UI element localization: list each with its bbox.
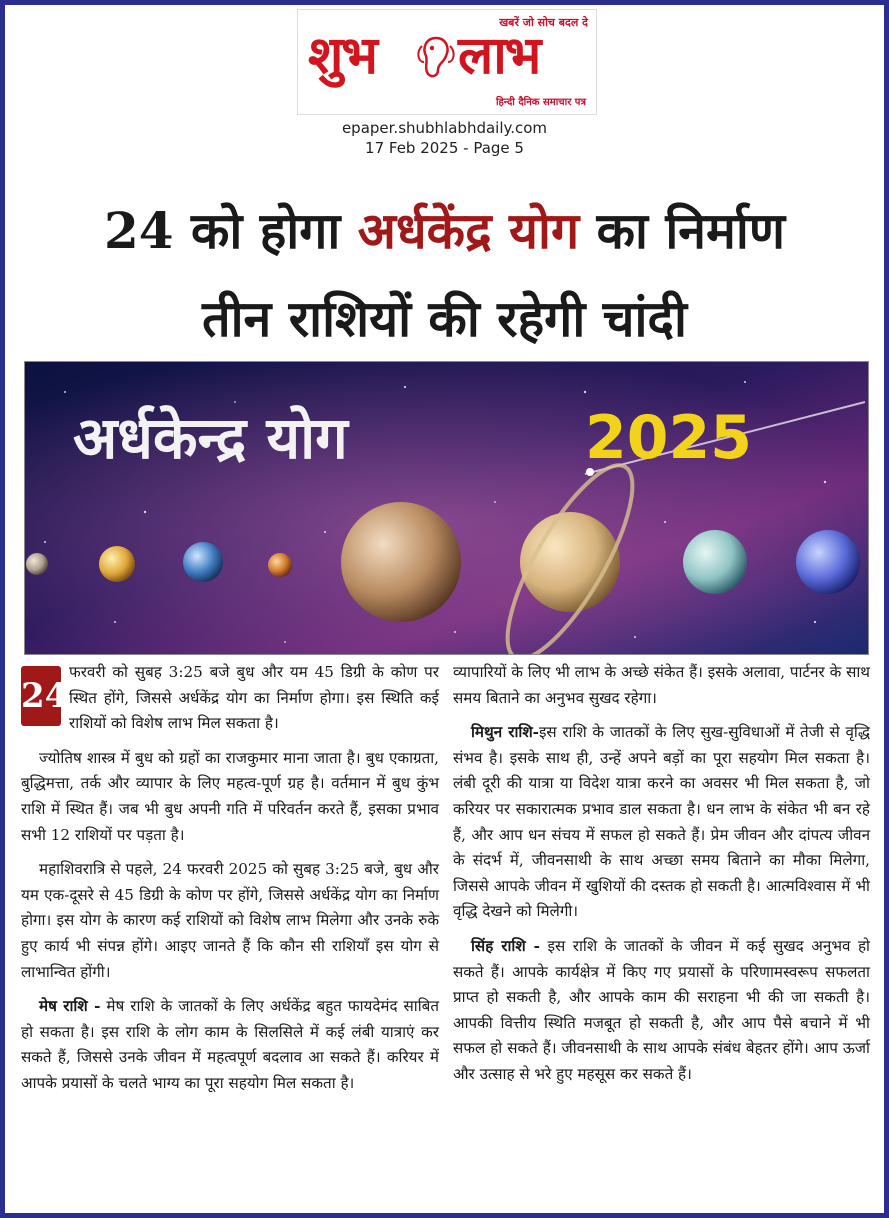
masthead-logo[interactable] [297,9,597,115]
ardhakendra-yog-banner [24,361,869,655]
article-paragraph: ज्योतिष शास्त्र में बुध को ग्रहों का राजकुमार माना जाता है। बुध एकाग्रता, बुद्धिमत्ता, तर्क और व्यापार के लिए महत्व-पूर्ण ग्रह है। वर्तमान में बुध कुंभ राशि में स्थित हैं। जब भी बुध अपनी गति में परिवर्तन करते हैं, इसका प्रभाव सभी 12 राशियों पर पड़ता है। [21,748,439,844]
rashi-label-singh: सिंह राशि - [471,936,540,955]
banner-year: 2025 [585,403,752,473]
article-paragraph [453,720,870,925]
article-column-right [453,660,870,1097]
venus-planet [99,546,135,582]
paragraph-text: फरवरी को सुबह 3:25 बजे बुध और यम 45 डिग्री के कोण पर स्थित होंगे, जिससे अर्धकेंद्र योग का निर्माण होगा। इस स्थिति कई राशियों को विशेष लाभ मिल सकता है। [69,663,439,733]
headline-line-2: तीन राशियों की रहेगी चांदी [202,289,687,348]
headline-part-b: का निर्माण [596,201,786,260]
masthead-tagline: खबरें जो सोच बदल दे [499,16,588,29]
epaper-page [5,5,884,1213]
ganesha-logo-icon [416,32,456,82]
article-column-left [21,660,439,1106]
logo-word-labh: लाभ [458,26,540,86]
paragraph-text: इस राशि के जातकों के लिए सुख-सुविधाओं में तेजी से वृद्धि संभव है। इसके साथ ही, उन्हें अपने बड़ों का पूरा सहयोग मिल सकता है। लंबी दूरी की यात्रा या विदेश यात्रा करने का अवसर भी मिल सकता है, जो करियर पर सकारात्मक प्रभाव डाल सकता है। धन लाभ के संकेत भी बन रहे हैं, और आप धन संचय में सफल हो सकते हैं। प्रेम जीवन और दांपत्य जीवन के संदर्भ में, जीवनसाथी के साथ अच्छा समय बिताने का मौका मिलेगा, जिससे आपके जीवन में खुशियों की दस्तक हो सकती है। आत्मविश्वास में भी वृद्धि देखने को मिलेगी। [453,723,870,921]
website-url[interactable]: epaper.shubhlabhdaily.com [341,119,548,137]
article-paragraph: महाशिवरात्रि से पहले, 24 फरवरी 2025 को सुबह 3:25 बजे, बुध और यम एक-दूसरे से 45 डिग्री के कोण पर होंगे, जिससे अर्धकेंद्र योग का निर्माण होगा। इस योग के कारण कई राशियों को विशेष लाभ मिलेगा और उनके रुके हुए कार्य भी संपन्न होंगे। आइए जानते हैं कि कौन सी राशियाँ इस योग से लाभान्वित होंगी। [21,860,439,981]
dropcap: 24 [21,666,61,726]
rashi-label-mithun: मिथुन राशि- [471,723,539,742]
earth-planet [183,542,223,582]
article-paragraph [21,994,439,1096]
headline-part-a: 24 को होगा [103,201,341,260]
headline-highlight: अर्धकेंद्र योग [357,201,580,260]
mercury-planet [26,553,48,575]
article-paragraph [21,660,439,737]
banner-title: अर्धकेन्द्र योग [73,404,348,472]
rashi-label-mesh: मेष राशि - [39,997,101,1016]
article-paragraph [453,934,870,1088]
paragraph-text: मेष राशि के जातकों के लिए अर्धकेंद्र बहुत फायदेमंद साबित हो सकता है। इस राशि के लोग काम के सिलसिले में कई लंबी यात्राएं कर सकते हैं, जिससे उनके जीवन में महत्वपूर्ण बदलाव आ सकते हैं। करियर में आपके प्रयासों के चलते भाग्य का पूरा सहयोग मिल सकता है। [21,997,439,1092]
uranus-planet [683,530,747,594]
paragraph-text: इस राशि के जातकों के जीवन में कई सुखद अनुभव हो सकते हैं। आपके कार्यक्षेत्र में किए गए प्रयासों के परिणामस्वरूप सफलता प्राप्त हो सकती है, और आपके काम की सराहना भी की जा सकती है। आपकी वित्तीय स्थिति मजबूत हो सकती है, और आप पैसे बचाने में भी सफल हो सकते हैं। जीवनसाथी के साथ आपके संबंध बेहतर होंगे। आप ऊर्जा और उत्साह से भरे हुए महसूस कर सकते हैं। [453,936,870,1083]
article-paragraph: व्यापारियों के लिए भी लाभ के अच्छे संकेत हैं। इसके अलावा, पार्टनर के साथ समय बिताने का अनुभव सुखद रहेगा। [453,663,870,707]
neptune-planet [796,530,860,594]
headline-line-1 [5,201,884,261]
logo-word-shubh: शुभ [308,26,376,86]
masthead-subtitle: हिन्दी दैनिक समाचार पत्र [495,97,586,108]
edition-date-page: 17 Feb 2025 - Page 5 [365,139,524,157]
mars-planet [268,553,292,577]
jupiter-planet [341,502,461,622]
